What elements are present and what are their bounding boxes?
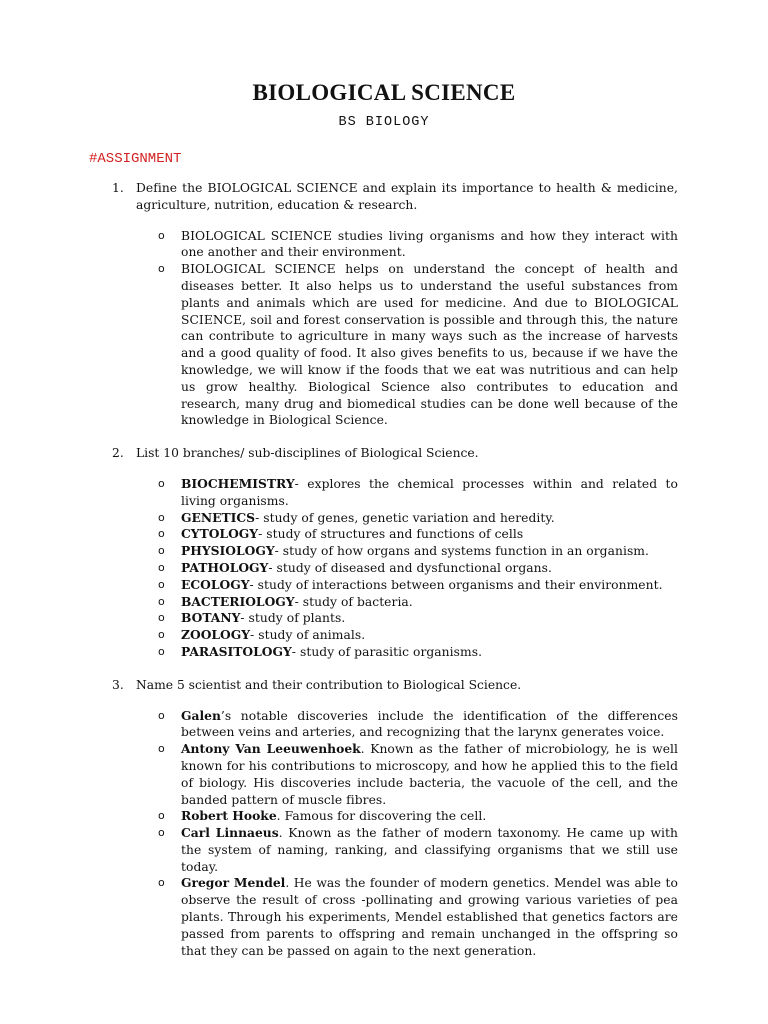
list-item (112, 560, 678, 577)
question-number: 2. (112, 446, 124, 461)
hollow-circle-bullet-icon: o (158, 527, 165, 541)
list-item (112, 741, 678, 808)
branch-description: - study of diseased and dysfunctional organs. (268, 560, 552, 575)
hollow-circle-bullet-icon: o (158, 594, 165, 608)
branch-description: - study of structures and functions of cells (258, 527, 524, 542)
branch-term: PARASITOLOGY (181, 643, 292, 659)
scientist-contribution: . Known as the father of modern taxonomy. He came up with the system of naming, ranking, and classifying organisms that we still use today. (181, 826, 678, 874)
question-text: Name 5 scientist and their contribution to Biological Science. (136, 677, 522, 692)
list-item (112, 627, 678, 644)
branch-term: BOTANY (181, 610, 241, 626)
branch-term: PATHOLOGY (181, 559, 269, 575)
hollow-circle-bullet-icon: o (158, 560, 165, 574)
question-2 (112, 445, 678, 462)
scientist-name: Carl Linnaeus (181, 825, 279, 841)
scientist-name: Galen (181, 707, 221, 723)
branch-term: ZOOLOGY (181, 627, 251, 643)
answer-list-2 (112, 476, 678, 661)
list-item (112, 476, 678, 510)
branch-description: - study of parasitic organisms. (291, 644, 483, 659)
hollow-circle-bullet-icon: o (158, 742, 165, 756)
hollow-circle-bullet-icon: o (158, 262, 165, 276)
list-item (112, 510, 678, 527)
list-item (112, 644, 678, 661)
branch-term: PHYSIOLOGY (181, 543, 275, 559)
answer-list-1 (112, 228, 678, 430)
branch-description: - explores the chemical processes within and related to living organisms. (181, 476, 678, 508)
hollow-circle-bullet-icon: o (158, 577, 165, 591)
branch-term: ECOLOGY (181, 576, 250, 592)
hollow-circle-bullet-icon: o (158, 628, 165, 642)
answer-list-3 (112, 708, 678, 960)
list-item (112, 577, 678, 594)
branch-description: - study of interactions between organisms and their environment. (249, 577, 663, 592)
list-item (112, 875, 678, 959)
question-1 (112, 180, 678, 214)
document-title: BIOLOGICAL SCIENCE (252, 80, 516, 105)
hollow-circle-bullet-icon: o (158, 876, 165, 890)
document-subtitle: BS BIOLOGY (338, 115, 430, 130)
branch-description: - study of bacteria. (294, 594, 413, 609)
list-item (112, 594, 678, 611)
scientist-name: Gregor Mendel (181, 875, 286, 891)
list-item (112, 261, 678, 429)
hollow-circle-bullet-icon: o (158, 826, 165, 840)
scientist-contribution: . He was the founder of modern genetics. Mendel was able to observe the result of cross -pollinating and growing various varieties of pea plants. Through his experiments, Mendel established that genetics factors are passed from parents to offspring and remain unchanged in the offspring so that they can be passed on again to the next generation. (181, 876, 678, 958)
section-heading-assignment: #ASSIGNMENT (89, 151, 182, 167)
list-item (112, 825, 678, 875)
branch-term: GENETICS (181, 509, 256, 525)
hollow-circle-bullet-icon: o (158, 644, 165, 658)
question-text: Define the BIOLOGICAL SCIENCE and explain its importance to health & medicine, agriculture, nutrition, education & research. (136, 181, 678, 212)
list-item (112, 543, 678, 560)
branch-term: CYTOLOGY (181, 526, 259, 542)
branch-description: - study of plants. (240, 611, 346, 626)
list-item (112, 526, 678, 543)
scientist-contribution: . Known as the father of microbiology, he is well known for his contributions to microscopy, and how he applied this to the field of biology. His discoveries include bacteria, the vacuole of the cell, and the banded pattern of muscle fibres. (181, 742, 678, 807)
branch-term: BACTERIOLOGY (181, 593, 295, 609)
hollow-circle-bullet-icon: o (158, 476, 165, 490)
branch-description: - study of how organs and systems function in an organism. (274, 544, 649, 559)
branch-description: - study of genes, genetic variation and heredity. (255, 510, 555, 525)
scientist-name: Robert Hooke (181, 808, 277, 824)
hollow-circle-bullet-icon: o (158, 228, 165, 242)
answer-text: BIOLOGICAL SCIENCE helps on understand the concept of health and diseases better. It also helps us to understand the useful substances from plants and animals which are used for medicine. And due to BIOLOGICAL SCIENCE, soil and forest conservation is possible and through this, the nature can contribute to agriculture in many ways such as the increase of harvests and a good quality of food. It also gives benefits to us, because if we have the knowledge, we will know if the foods that we eat was nutritious and can help us grow healthy. Biological Science also contributes to education and research, many drug and biomedical studies can be done well because of the knowledge in Biological Science. (181, 262, 678, 428)
hollow-circle-bullet-icon: o (158, 708, 165, 722)
list-item (112, 808, 678, 825)
scientist-contribution: ’s notable discoveries include the identification of the differences between veins and arteries, and recognizing that the larynx generates voice. (181, 708, 678, 740)
question-text: List 10 branches/ sub-disciplines of Biological Science. (136, 446, 479, 461)
list-item (112, 228, 678, 262)
hollow-circle-bullet-icon: o (158, 809, 165, 823)
question-number: 3. (112, 677, 124, 692)
list-item (112, 610, 678, 627)
answer-text: BIOLOGICAL SCIENCE studies living organisms and how they interact with one another and their environment. (181, 228, 678, 260)
branch-term: BIOCHEMISTRY (181, 475, 295, 491)
question-number: 1. (112, 181, 124, 195)
hollow-circle-bullet-icon: o (158, 611, 165, 625)
hollow-circle-bullet-icon: o (158, 510, 165, 524)
assignment-content (112, 180, 678, 959)
list-item (112, 708, 678, 742)
branch-description: - study of animals. (250, 628, 366, 643)
scientist-contribution: . Famous for discovering the cell. (276, 809, 487, 824)
scientist-name: Antony Van Leeuwenhoek (181, 741, 361, 757)
hollow-circle-bullet-icon: o (158, 544, 165, 558)
question-3 (112, 677, 678, 694)
